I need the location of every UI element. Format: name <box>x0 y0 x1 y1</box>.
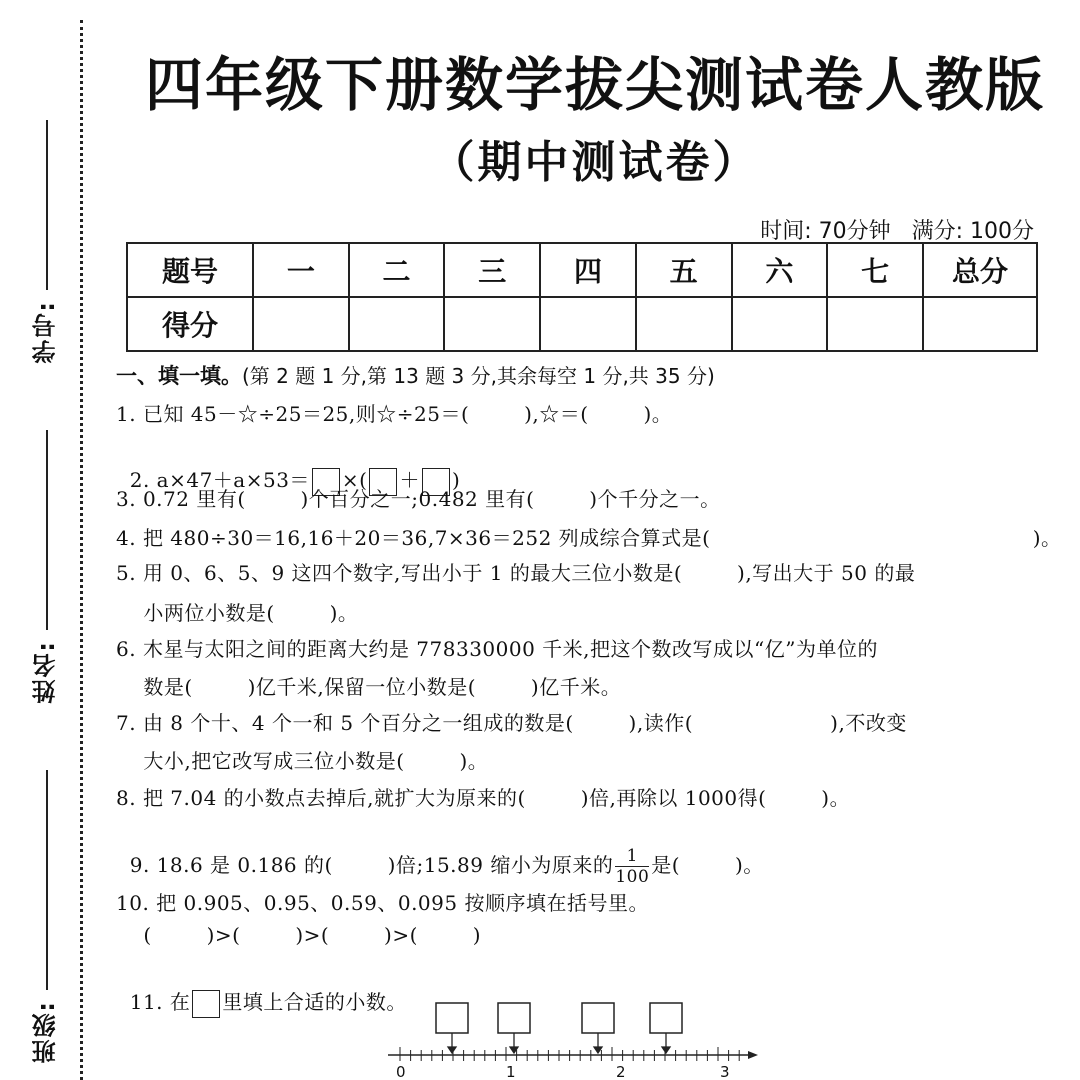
question-11-text: 11. 在 <box>129 990 191 1014</box>
class-label: 班级: <box>32 1000 60 1064</box>
answer-box[interactable] <box>436 1003 468 1033</box>
section-heading <box>116 360 715 390</box>
name-label: 姓名: <box>32 640 60 704</box>
class-line <box>46 770 48 990</box>
question-6-line-2: 数是( )亿千米,保留一位小数是( )亿千米。 <box>116 675 622 699</box>
score-table <box>126 242 1038 352</box>
number-line-labels <box>396 1063 730 1080</box>
example-box <box>192 990 220 1018</box>
question-6-line-1: 6. 木星与太阳之间的距离大约是 778330000 千米,把这个数改写成以“亿”为单位的 <box>116 637 878 661</box>
score-cell[interactable] <box>349 297 445 351</box>
header-cell: 一 <box>253 243 349 297</box>
binding-margin <box>0 0 100 1080</box>
exam-info <box>746 214 1034 245</box>
number-line-axis <box>388 1051 758 1059</box>
question-7-line-1: 7. 由 8 个十、4 个一和 5 个百分之一组成的数是( ),读作( ),不改变 <box>116 711 907 735</box>
header-cell: 四 <box>540 243 636 297</box>
full-score: 满分: 100分 <box>911 219 1034 244</box>
question-9-text: 是( )。 <box>651 853 764 877</box>
header-cell: 三 <box>444 243 540 297</box>
time-limit: 时间: 70分钟 <box>760 219 891 244</box>
score-table-header-row <box>127 243 1037 297</box>
answer-box[interactable] <box>650 1003 682 1033</box>
student-no-label: 学号: <box>32 300 60 364</box>
number-line-figure <box>380 995 760 1080</box>
question-5-line-1: 5. 用 0、6、5、9 这四个数字,写出小于 1 的最大三位小数是( ),写出大于 50 的最 <box>116 561 916 585</box>
score-cell[interactable] <box>540 297 636 351</box>
score-cell[interactable] <box>923 297 1037 351</box>
score-cell[interactable] <box>732 297 828 351</box>
score-cell[interactable] <box>444 297 540 351</box>
question-11-text: 里填上合适的小数。 <box>222 990 407 1014</box>
header-cell: 七 <box>827 243 923 297</box>
score-cell[interactable] <box>636 297 732 351</box>
score-cell[interactable] <box>253 297 349 351</box>
question-10-line-2: ( )>( )>( )>( ) <box>116 923 482 947</box>
question-10-line-1: 10. 把 0.905、0.95、0.59、0.095 按顺序填在括号里。 <box>116 891 649 915</box>
header-cell: 五 <box>636 243 732 297</box>
name-line <box>46 430 48 630</box>
answer-box[interactable] <box>582 1003 614 1033</box>
score-cell[interactable] <box>827 297 923 351</box>
question-2-text: 2. a×47＋a×53＝ <box>129 468 310 492</box>
tick-label: 1 <box>506 1063 516 1080</box>
header-cell: 总分 <box>923 243 1037 297</box>
question-11 <box>116 962 407 1018</box>
answer-box[interactable] <box>498 1003 530 1033</box>
question-2-text: ＋ <box>399 468 420 492</box>
score-row-label: 得分 <box>127 297 253 351</box>
header-cell: 二 <box>349 243 445 297</box>
header-cell: 题号 <box>127 243 253 297</box>
student-no-line <box>46 120 48 290</box>
question-4: 4. 把 480÷30＝16,16＋20＝36,7×36＝252 列成综合算式是( )。 <box>116 526 1062 550</box>
question-1: 1. 已知 45－☆÷25＝25,则☆÷25＝( ),☆＝( )。 <box>116 402 673 426</box>
score-table-score-row <box>127 297 1037 351</box>
question-2-text: ×( <box>341 468 368 492</box>
section-note: (第 2 题 1 分,第 13 题 3 分,其余每空 1 分,共 35 分) <box>242 364 715 388</box>
fraction <box>615 846 649 887</box>
question-8: 8. 把 7.04 的小数点去掉后,就扩大为原来的( )倍,再除以 1000得( )。 <box>116 786 851 810</box>
cut-line <box>80 20 83 1080</box>
fraction-numerator: 1 <box>615 846 649 867</box>
question-3: 3. 0.72 里有( )个百分之一;0.482 里有( )个千分之一。 <box>116 487 721 511</box>
page-subtitle: （期中测试卷） <box>430 137 760 188</box>
header-cell: 六 <box>732 243 828 297</box>
tick-label: 3 <box>720 1063 730 1080</box>
question-7-line-2: 大小,把它改写成三位小数是( )。 <box>116 749 489 773</box>
fraction-denominator: 100 <box>615 867 650 887</box>
page-title: 四年级下册数学拔尖测试卷人教版 <box>144 51 1045 119</box>
question-9 <box>116 822 764 887</box>
question-5-line-2: 小两位小数是( )。 <box>116 601 359 625</box>
tick-label: 0 <box>396 1063 406 1080</box>
tick-label: 2 <box>616 1063 626 1080</box>
question-2-text: ) <box>451 468 461 492</box>
section-title: 一、填一填。 <box>116 364 242 388</box>
question-9-text: 9. 18.6 是 0.186 的( )倍;15.89 缩小为原来的 <box>129 853 614 877</box>
